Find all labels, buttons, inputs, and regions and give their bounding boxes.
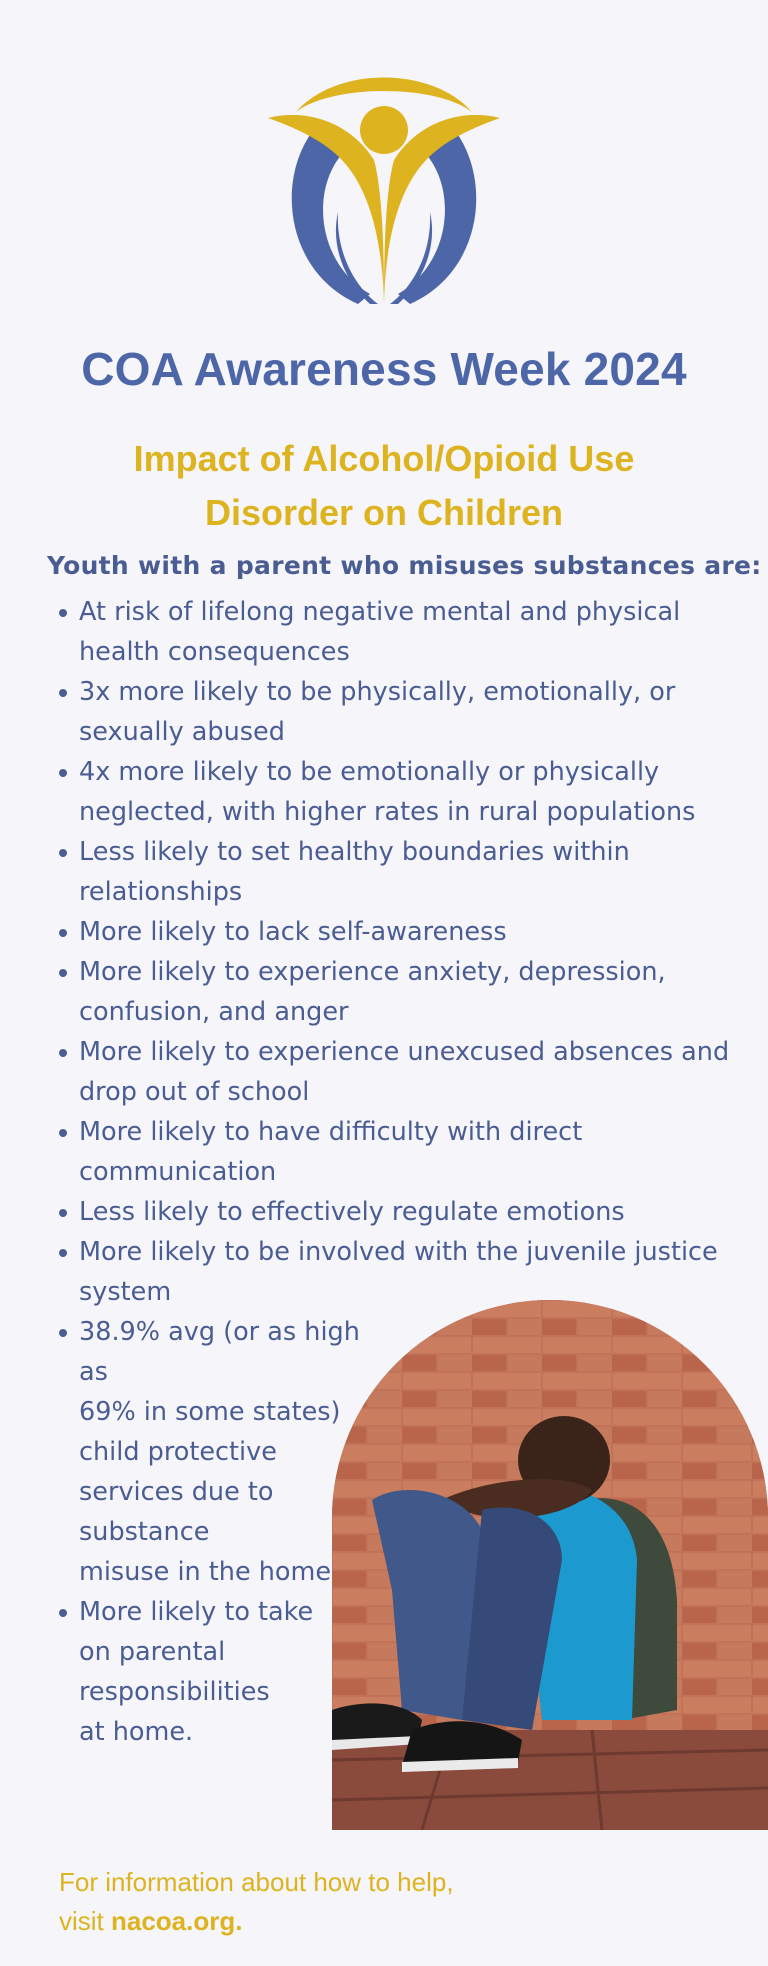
fact-line: relationships [79,877,243,907]
child-photo [332,1300,768,1830]
footer-visit-text: visit [59,1906,111,1936]
fact-item [56,912,746,952]
subtitle-line-1: Impact of Alcohol/Opioid Use [133,438,635,479]
fact-line: on parental [79,1637,226,1667]
fact-line: 4x more likely to be emotionally or physically [79,757,660,787]
fact-line: More likely to experience anxiety, depression, [79,957,666,987]
fact-line: Less likely to effectively regulate emotions [79,1197,625,1227]
fact-line: More likely to experience unexcused absences and [79,1037,730,1067]
fact-line: Less likely to set healthy boundaries within [79,837,630,867]
fact-item [56,1032,746,1112]
fact-line: More likely to be involved with the juvenile justice [79,1237,718,1267]
fact-line: More likely to take [79,1597,314,1627]
fact-line: sexually abused [79,717,285,747]
fact-item [56,952,746,1032]
fact-item [56,672,746,752]
fact-line: 3x more likely to be physically, emotionally, or [79,677,676,707]
fact-line: 69% in some states) [79,1397,341,1427]
fact-line: child protective [79,1437,277,1467]
fact-line: services due to [79,1477,274,1507]
nacoa-link[interactable]: nacoa.org. [111,1906,243,1936]
fact-line: substance [79,1517,210,1547]
fact-line: confusion, and anger [79,997,349,1027]
fact-line: neglected, with higher rates in rural populations [79,797,696,827]
page-subtitle [0,432,768,540]
fact-line: 38.9% avg (or as high as [79,1317,360,1387]
subtitle-line-2: Disorder on Children [204,492,564,533]
fact-line: More likely to lack self-awareness [79,917,507,947]
footer-line-2 [59,1902,709,1941]
fact-item [56,832,746,912]
fact-item [56,592,746,672]
footer-line-1: For information about how to help, [59,1867,454,1897]
coa-logo-icon [266,72,502,312]
fact-item [56,1112,746,1192]
fact-item [56,1232,746,1312]
fact-item [56,752,746,832]
fact-line: responsibilities [79,1677,270,1707]
fact-line: misuse in the home [79,1557,332,1587]
child-sitting-photo-icon [332,1300,768,1830]
fact-item [56,1312,379,1592]
fact-line: system [79,1277,172,1307]
fact-line: More likely to have difficulty with direct [79,1117,583,1147]
fact-line: health consequences [79,637,350,667]
fact-item [56,1592,319,1752]
page-title: COA Awareness Week 2024 [81,343,687,395]
fact-line: at home. [79,1717,194,1747]
fact-line: At risk of lifelong negative mental and physical [79,597,681,627]
footer [59,1863,709,1941]
fact-line: drop out of school [79,1077,310,1107]
facts-intro: Youth with a parent who misuses substances are: [47,551,762,580]
fact-item [56,1192,746,1232]
fact-line: communication [79,1157,277,1187]
